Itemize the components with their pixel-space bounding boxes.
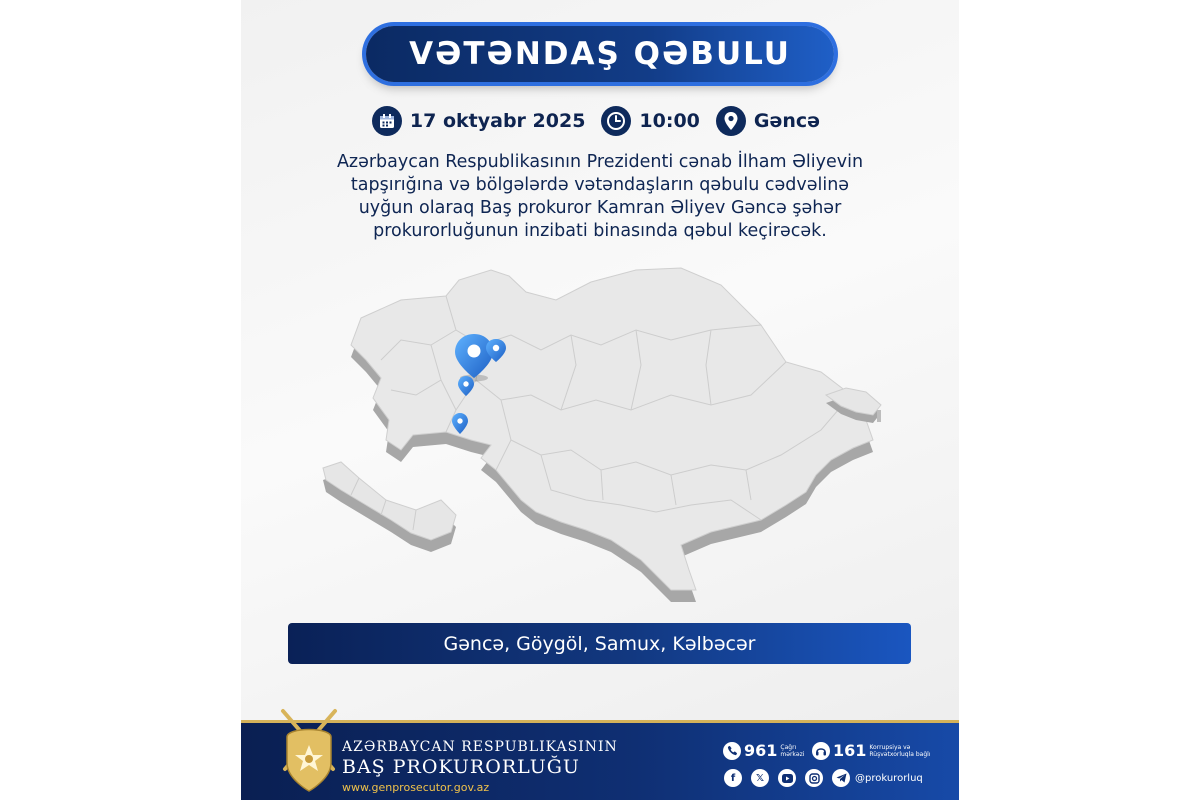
footer <box>241 720 959 800</box>
description-line: tapşırığına və bölgələrdə vətəndaşların qəbulu cədvəlinə <box>350 175 850 195</box>
azerbaijan-map <box>241 0 959 800</box>
headset-icon <box>812 742 830 760</box>
instagram-icon[interactable] <box>805 769 823 787</box>
event-location: Gəncə <box>753 110 821 132</box>
youtube-icon[interactable] <box>778 769 796 787</box>
phone-icon <box>723 742 741 760</box>
hotline-961[interactable] <box>723 741 808 760</box>
description-line: Azərbaycan Respublikasının Prezidenti cənab İlham Əliyevin <box>336 152 864 172</box>
hotline-number: 161 <box>833 741 867 760</box>
event-time: 10:00 <box>639 110 700 132</box>
facebook-icon[interactable]: f <box>724 769 742 787</box>
hotline-label: Çağrı mərkəzi <box>780 743 805 758</box>
map-main-territory <box>351 268 873 602</box>
hotline-161[interactable] <box>812 741 937 760</box>
page-title: VƏTƏNDAŞ QƏBULU <box>409 36 791 72</box>
social-links <box>724 769 923 787</box>
x-icon[interactable]: 𝕏 <box>751 769 769 787</box>
poster <box>241 0 959 800</box>
description-line: prokurorluğunun inzibati binasında qəbul keçirəcək. <box>373 221 827 241</box>
telegram-icon[interactable] <box>832 769 850 787</box>
map-nakhchivan <box>323 462 456 552</box>
prosecutor-emblem-icon <box>273 707 345 800</box>
website-link[interactable]: www.genprosecutor.gov.az <box>342 781 490 794</box>
hotline-number: 961 <box>744 741 778 760</box>
cities-banner <box>288 623 911 664</box>
description-line: uyğun olaraq Baş prokuror Kamran Əliyev Gəncə şəhər <box>358 198 842 218</box>
social-handle[interactable]: @prokurorluq <box>855 772 923 784</box>
cities-list: Gəncə, Göygöl, Samux, Kəlbəcər <box>443 632 756 655</box>
event-date: 17 oktyabr 2025 <box>409 110 586 132</box>
hotline-label: Korrupsiya və Rüşvətxorluqla bağlı <box>869 743 931 758</box>
org-name-line2: BAŞ PROKURORLUĞU <box>342 756 580 778</box>
org-name-line1: AZƏRBAYCAN RESPUBLIKASININ <box>342 739 618 755</box>
